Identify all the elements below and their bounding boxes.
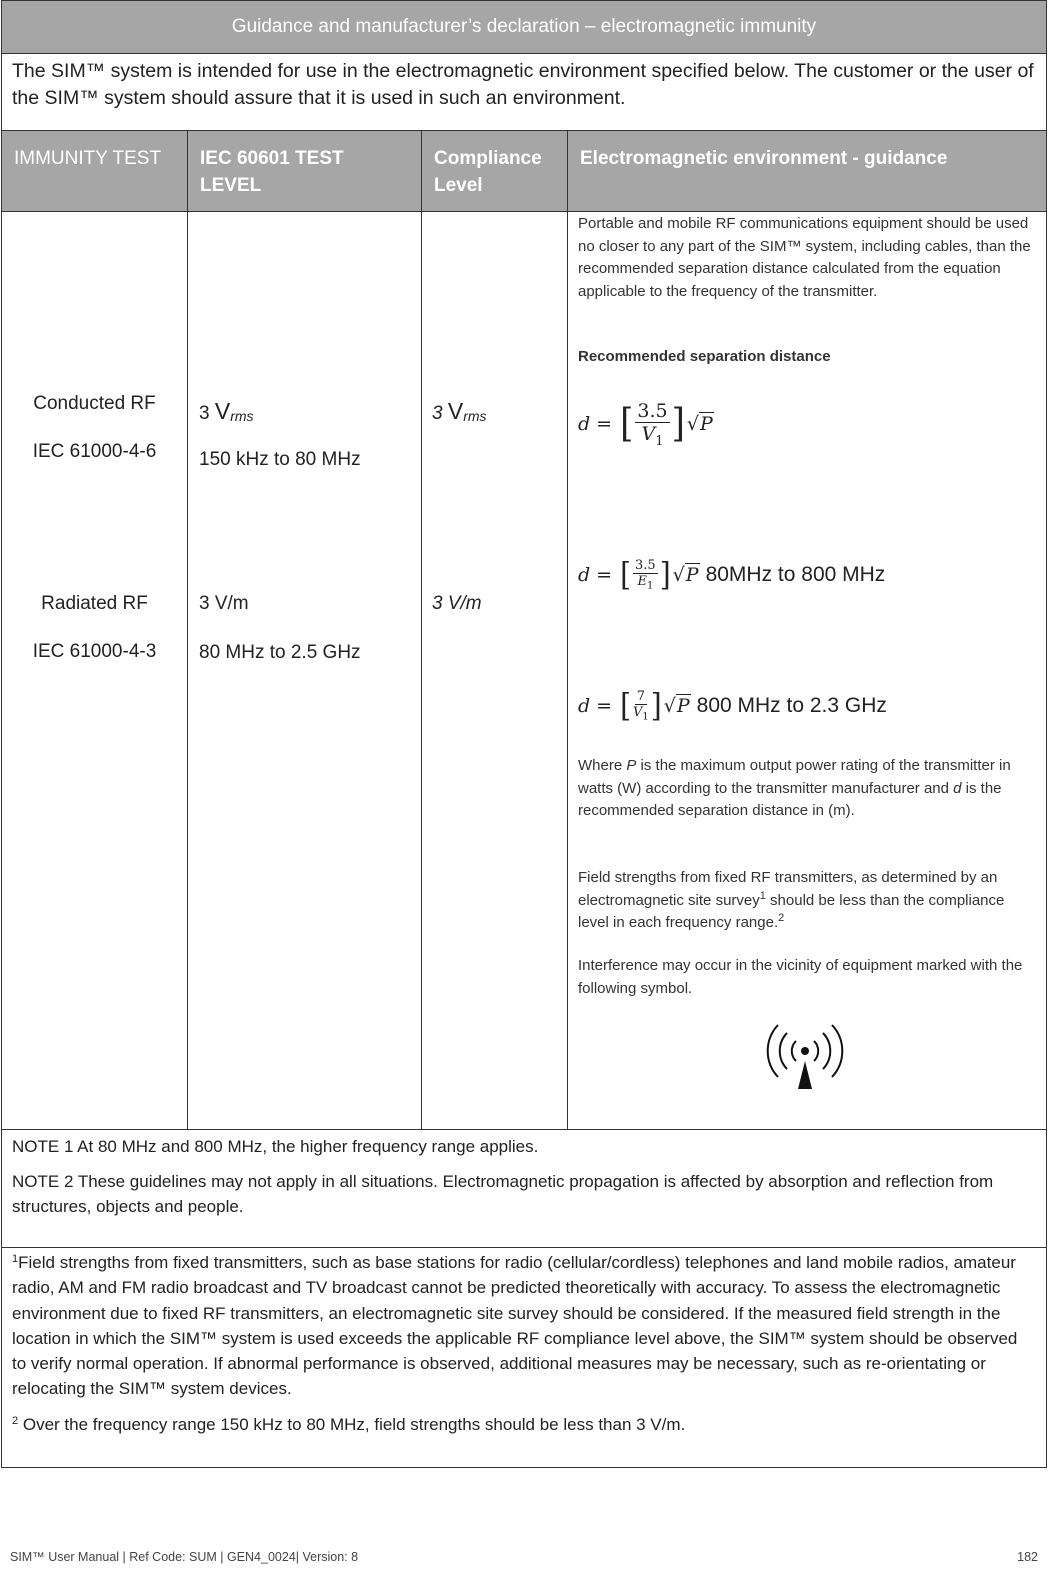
radiated-rf-name: Radiated RF	[41, 593, 148, 614]
page-number: 182	[1017, 1550, 1038, 1564]
conducted-compliance-number: 3	[432, 403, 448, 424]
where-d: d	[953, 779, 962, 797]
guidance-cell	[568, 212, 1046, 1129]
eq2-denominator-sub: 1	[646, 580, 654, 592]
equation-conducted: d = [ $\frac{3.5}{V_1}$ ] √P	[578, 400, 713, 449]
eq2-numerator: 3.5	[635, 558, 656, 573]
footnote-1-marker: 1	[12, 1253, 19, 1265]
eq3-frequency-range: 800 MHz to 2.3 GHz	[696, 693, 887, 717]
compliance-level-cell	[422, 212, 568, 1129]
eq3-numerator: 7	[636, 689, 646, 704]
eq3-denominator: V	[633, 705, 643, 720]
notes-section	[2, 1130, 1046, 1248]
immunity-table	[1, 0, 1047, 1468]
eq3-equals: =	[596, 694, 613, 717]
eq2-equals: =	[596, 563, 613, 586]
header-immunity-test: IMMUNITY TEST	[2, 131, 188, 211]
eq2-radicand: P	[685, 563, 699, 586]
conducted-compliance-sub: rms	[463, 408, 487, 424]
table-title: Guidance and manufacturer’s declaration – electromagnetic immunity	[2, 1, 1046, 54]
field-sup-2: 2	[778, 912, 785, 924]
radiated-level-range: 80 MHz to 2.5 GHz	[199, 642, 361, 663]
field-text-a: Field strengths from fixed RF transmitters, as determined by an electromagnetic site survey	[578, 869, 998, 909]
immunity-test-cell	[2, 212, 188, 1129]
conducted-level-number: 3	[199, 403, 215, 424]
guidance-intro: Portable and mobile RF communications equipment should be used no closer to any part of the SIM™ system, including cables, than the recommended separation distance calculated from the equation applicable to the frequency of the transmitter.	[578, 215, 1031, 300]
where-text-b: is the maximum output power rating of the transmitter in watts (W) according to the transmitter manufacturer and	[578, 757, 1011, 797]
footnote-2-text: Over the frequency range 150 kHz to 80 MHz, field strengths should be less than 3 V/m.	[18, 1414, 686, 1434]
table-intro: The SIM™ system is intended for use in the electromagnetic environment specified below. The customer or the user of the SIM™ system should assure that it is used in such an environment.	[2, 54, 1046, 131]
footnote-2	[12, 1412, 1036, 1437]
eq3-denominator-sub: 1	[642, 711, 649, 723]
table-header-row	[2, 131, 1046, 212]
eq1-radicand: P	[699, 413, 713, 436]
header-guidance: Electromagnetic environment - guidance	[568, 131, 1046, 211]
eq3-sqrt-symbol: √	[663, 694, 676, 717]
conducted-test-level	[199, 398, 254, 425]
test-level-cell	[188, 212, 422, 1129]
radiated-compliance: 3 V/m	[432, 593, 482, 614]
eq2-frequency-range: 80MHz to 800 MHz	[705, 562, 886, 586]
conducted-level-unit: V	[214, 398, 231, 424]
eq2-denominator: E	[637, 574, 647, 589]
conducted-rf-standard: IEC 61000-4-6	[32, 441, 157, 462]
conducted-compliance	[432, 398, 487, 425]
eq2-d: d	[578, 563, 591, 586]
where-text-c: is the recommended separation distance in (m).	[578, 779, 1002, 819]
where-p: P	[626, 757, 637, 774]
eq1-numerator: 3.5	[637, 400, 668, 422]
eq1-d: d	[578, 413, 591, 436]
where-text-a: Where	[578, 757, 627, 774]
note-2: NOTE 2 These guidelines may not apply in all situations. Electromagnetic propagation is affected by absorption and reflection from structures, objects and people.	[12, 1172, 994, 1216]
page-footer	[10, 1550, 1038, 1564]
eq1-sqrt-symbol: √	[686, 413, 699, 436]
eq1-equals: =	[596, 413, 613, 436]
radiated-test-level: 3 V/m	[199, 593, 249, 614]
eq1-denominator: V	[641, 423, 656, 445]
note-1: NOTE 1 At 80 MHz and 800 MHz, the higher frequency range applies.	[12, 1137, 539, 1156]
eq3-d: d	[578, 694, 591, 717]
eq1-denominator-sub: 1	[655, 433, 664, 449]
header-test-level: IEC 60601 TEST LEVEL	[188, 131, 422, 211]
equation-radiated-high: d = [ $\frac{7}{V_1}$ ] √P 800 MHz to 2.3 GHz	[578, 686, 887, 725]
conducted-compliance-unit: V	[447, 398, 464, 424]
conducted-rf-name: Conducted RF	[33, 393, 156, 414]
equation-radiated-low: d = [ $\frac{3.5}{E_1}$ ] √P 80MHz to 800 MHz	[578, 555, 886, 594]
where-paragraph	[578, 755, 1038, 823]
interference-paragraph: Interference may occur in the vicinity of equipment marked with the following symbol.	[578, 957, 1023, 997]
footnote-2-marker: 2	[12, 1414, 19, 1427]
field-sup-1: 1	[759, 889, 766, 902]
footnotes-section	[2, 1248, 1046, 1467]
footnote-1-text: Field strengths from fixed transmitters, such as base stations for radio (cellular/cordless) telephones and land mobile radios, amateur radio, AM and FM radio broadcast and TV broadcast cannot be predicted theoretically with accuracy. To assess the electromagnetic environment due to fixed RF transmitters, an electromagnetic site survey should be considered. If the measured field strength in the location in which the SIM™ system is used exceeds the applicable RF compliance level above, the SIM™ system should be observed to verify normal operation. If abnormal performance is observed, additional measures may be necessary, such as re-orientating or relocating the SIM™ system devices.	[12, 1253, 1018, 1399]
eq2-sqrt-symbol: √	[672, 563, 685, 586]
conducted-level-sub: rms	[230, 408, 254, 424]
table-body-row	[2, 212, 1046, 1130]
header-compliance-level: Compliance Level	[422, 131, 568, 211]
radiated-rf-standard: IEC 61000-4-3	[32, 641, 157, 662]
footer-doc-info: SIM™ User Manual | Ref Code: SUM | GEN4_0024| Version: 8	[10, 1550, 359, 1564]
field-strength-paragraph	[578, 867, 1038, 935]
separation-distance-heading: Recommended separation distance	[578, 348, 831, 365]
footnote-1	[12, 1250, 1036, 1402]
eq3-radicand: P	[676, 694, 690, 717]
conducted-level-range: 150 kHz to 80 MHz	[199, 449, 361, 470]
non-ionizing-radiation-icon	[765, 1017, 845, 1101]
field-text-b: should be less than the compliance level in each frequency range.	[578, 891, 1005, 931]
